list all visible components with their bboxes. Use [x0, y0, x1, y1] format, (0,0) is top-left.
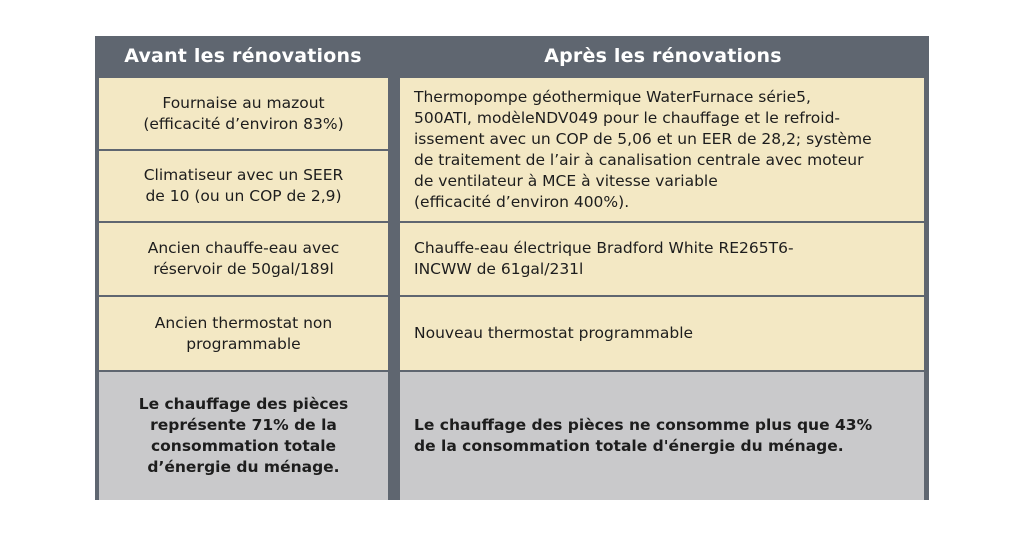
cell-before-cooling: Climatiseur avec un SEER de 10 (ou un COP de 2,9): [99, 151, 388, 221]
cell-after-water-heater: Chauffe-eau électrique Bradford White RE265T6- INCWW de 61gal/231l: [400, 223, 924, 295]
cell-after-thermostat: Nouveau thermostat programmable: [400, 297, 924, 370]
cell-before-thermostat: Ancien thermostat non programmable: [99, 297, 388, 370]
cell-before-water-heater: Ancien chauffe-eau avec réservoir de 50gal/189l: [99, 223, 388, 295]
cell-after-energy-share: Le chauffage des pièces ne consomme plus que 43% de la consommation totale d'énergie du ménage.: [400, 372, 924, 500]
header-before-renovations: Avant les rénovations: [124, 45, 362, 67]
header-after-renovations: Après les rénovations: [544, 45, 782, 67]
comparison-table: [95, 36, 929, 500]
cell-before-energy-share: Le chauffage des pièces représente 71% de la consommation totale d’énergie du ménage.: [99, 372, 388, 500]
cell-before-heating: Fournaise au mazout (efficacité d’environ 83%): [99, 78, 388, 149]
table-header-row: [95, 36, 929, 76]
cell-after-heat-pump: Thermopompe géothermique WaterFurnace série5, 500ATI, modèleNDV049 pour le chauffage et le refroid- issement avec un COP de 5,06 et un EER de 28,2; système de traitement de l’air à canalisation centrale avec moteur de ventilateur à MCE à vitesse variable (efficacité d’environ 400%).: [400, 78, 924, 221]
